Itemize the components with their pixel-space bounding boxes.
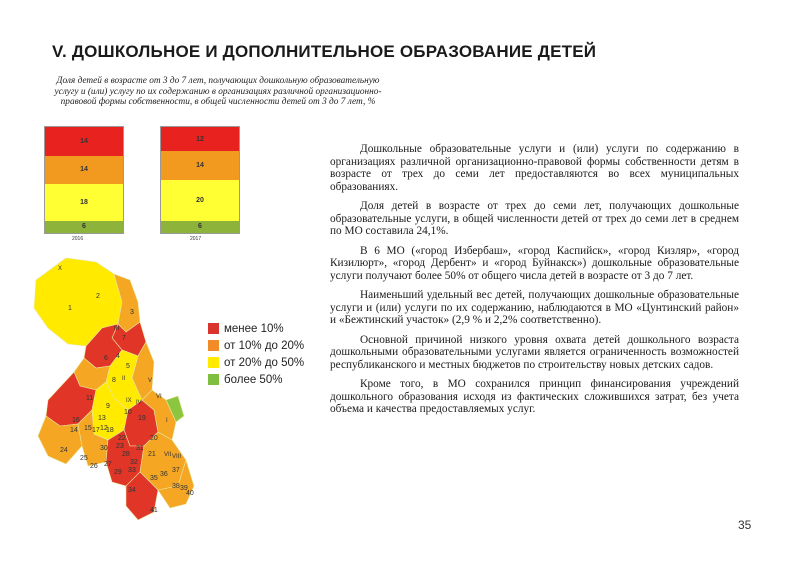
district-label: 22 — [118, 435, 126, 442]
district-label: 27 — [104, 461, 112, 468]
bar-segment: 6 — [161, 221, 239, 233]
district-label: 13 — [98, 415, 106, 422]
paragraph: Наименьший удельный вес детей, получающих дошкольные образовательные услуги и (или) услуги по их содержанию, наблюдаются в МО «Цунтинский район» и «Бежтинский участок» (2,9 % и 2,2% соответственно). — [330, 289, 739, 326]
district-label: 10 — [124, 409, 132, 416]
district-label: 35 — [150, 475, 158, 482]
district-label: 24 — [60, 447, 68, 454]
district-label: 4 — [116, 353, 120, 360]
zone-label: V — [148, 378, 153, 384]
paragraph: Кроме того, в МО сохранился принцип финансирования учреждений дошкольного образования исходя из фактических сложившихся затрат, без учета объема и качества предоставляемых услуг. — [330, 378, 739, 415]
bar-2017 — [160, 126, 240, 234]
district-label: 30 — [100, 445, 108, 452]
zone-label: II — [122, 376, 126, 382]
legend-swatch — [208, 357, 219, 368]
zone-label: IX — [126, 398, 132, 404]
zone-label: III — [114, 326, 120, 332]
district-label: 18 — [106, 427, 114, 434]
map-regions — [34, 258, 194, 520]
district-label: 7 — [122, 335, 126, 342]
zone-label: X — [58, 266, 63, 272]
district-label: 17 — [92, 427, 100, 434]
district-label: 2 — [96, 293, 100, 300]
legend-swatch — [208, 374, 219, 385]
district-label: 41 — [150, 507, 158, 514]
zone-label: VII — [164, 452, 172, 458]
district-label: 31 — [136, 445, 144, 452]
district-label: 32 — [130, 459, 138, 466]
body-text — [330, 143, 739, 423]
page-number: 35 — [738, 518, 752, 532]
bar-segment: 20 — [161, 180, 239, 221]
legend-label: более 50% — [224, 373, 283, 386]
zone-label: VIII — [172, 454, 182, 460]
district-label: 36 — [160, 471, 168, 478]
district-label: 5 — [126, 363, 130, 370]
district-label: 9 — [106, 403, 110, 410]
legend-item — [208, 354, 304, 371]
district-label: 29 — [114, 469, 122, 476]
district-label: 6 — [104, 355, 108, 362]
district-label: 21 — [148, 451, 156, 458]
district-label: 11 — [86, 395, 94, 402]
district-label: 8 — [112, 377, 116, 384]
bar-2016 — [44, 126, 124, 234]
legend-label: от 20% до 50% — [224, 356, 305, 369]
district-label: 16 — [72, 417, 80, 424]
page-title: V. ДОШКОЛЬНОЕ И ДОПОЛНИТЕЛЬНОЕ ОБРАЗОВАНИЕ ДЕТЕЙ — [52, 42, 597, 61]
district-label: 19 — [138, 415, 146, 422]
district-label: 14 — [70, 427, 78, 434]
zone-label: VI — [156, 394, 162, 400]
district-label: 38 — [172, 483, 180, 490]
legend-item — [208, 320, 304, 337]
legend-label: менее 10% — [224, 322, 284, 335]
bar-year-label: 2017 — [190, 236, 202, 242]
district-label: 20 — [150, 435, 158, 442]
bar-segment: 14 — [161, 151, 239, 180]
bar-segment: 14 — [45, 156, 123, 185]
district-label: 28 — [122, 451, 130, 458]
legend-label: от 10% до 20% — [224, 339, 305, 352]
bar-segment: 18 — [45, 184, 123, 221]
district-label: 34 — [128, 487, 136, 494]
paragraph: Основной причиной низкого уровня охвата детей дошкольного возраста дошкольными образовательными услугами является ограниченность возможностей республиканского и местных бюджетов по строительству новых детских садов. — [330, 333, 739, 371]
bar-year-label: 2016 — [72, 236, 84, 242]
district-label: 39 — [180, 485, 188, 492]
district-label: 40 — [186, 490, 194, 497]
zone-label: IV — [136, 400, 142, 406]
district-label: 23 — [116, 443, 124, 450]
dagestan-map — [26, 250, 216, 530]
bar-segment: 6 — [45, 221, 123, 233]
district-label: 15 — [84, 425, 92, 432]
legend-item — [208, 371, 304, 388]
map-legend — [208, 320, 304, 388]
paragraph: В 6 МО («город Избербаш», «город Каспийск», «город Кизляр», «город Кизилюрт», «город Дербент» и «город Буйнакск») дошкольные образовательные услуги получают более 50% от общего числа детей в возрасте от 3 до 7 лет. — [330, 244, 739, 282]
district-label: 3 — [130, 309, 134, 316]
paragraph: Дошкольные образовательные услуги и (или) услуги по содержанию в организациях различной организационно-правовой формы собственности детям в возрасте от трех до семи лет предоставляются во всех муниципальных образованиях. — [330, 143, 739, 193]
chart-caption: Доля детей в возрасте от 3 до 7 лет, получающих дошкольную образовательную услугу и (или) услугу по их содержанию в организациях различной организационно-правовой формы собственности, в общей численности детей от 3 до 7 лет, % — [54, 76, 382, 108]
bar-segment: 12 — [161, 127, 239, 151]
legend-item — [208, 337, 304, 354]
district-label: 26 — [90, 463, 98, 470]
legend-swatch — [208, 323, 219, 334]
zone-label: I — [166, 418, 168, 424]
paragraph: Доля детей в возрасте от трех до семи лет, получающих дошкольные образовательные услуги, в общей численности детей от трех до семи лет в среднем по МО составила 24,1%. — [330, 200, 739, 237]
bar-segment: 14 — [45, 127, 123, 156]
district-label: 33 — [128, 467, 136, 474]
district-label: 12 — [100, 425, 108, 432]
district-label: 1 — [68, 305, 72, 312]
legend-swatch — [208, 340, 219, 351]
district-label: 37 — [172, 467, 180, 474]
district-label: 25 — [80, 455, 88, 462]
